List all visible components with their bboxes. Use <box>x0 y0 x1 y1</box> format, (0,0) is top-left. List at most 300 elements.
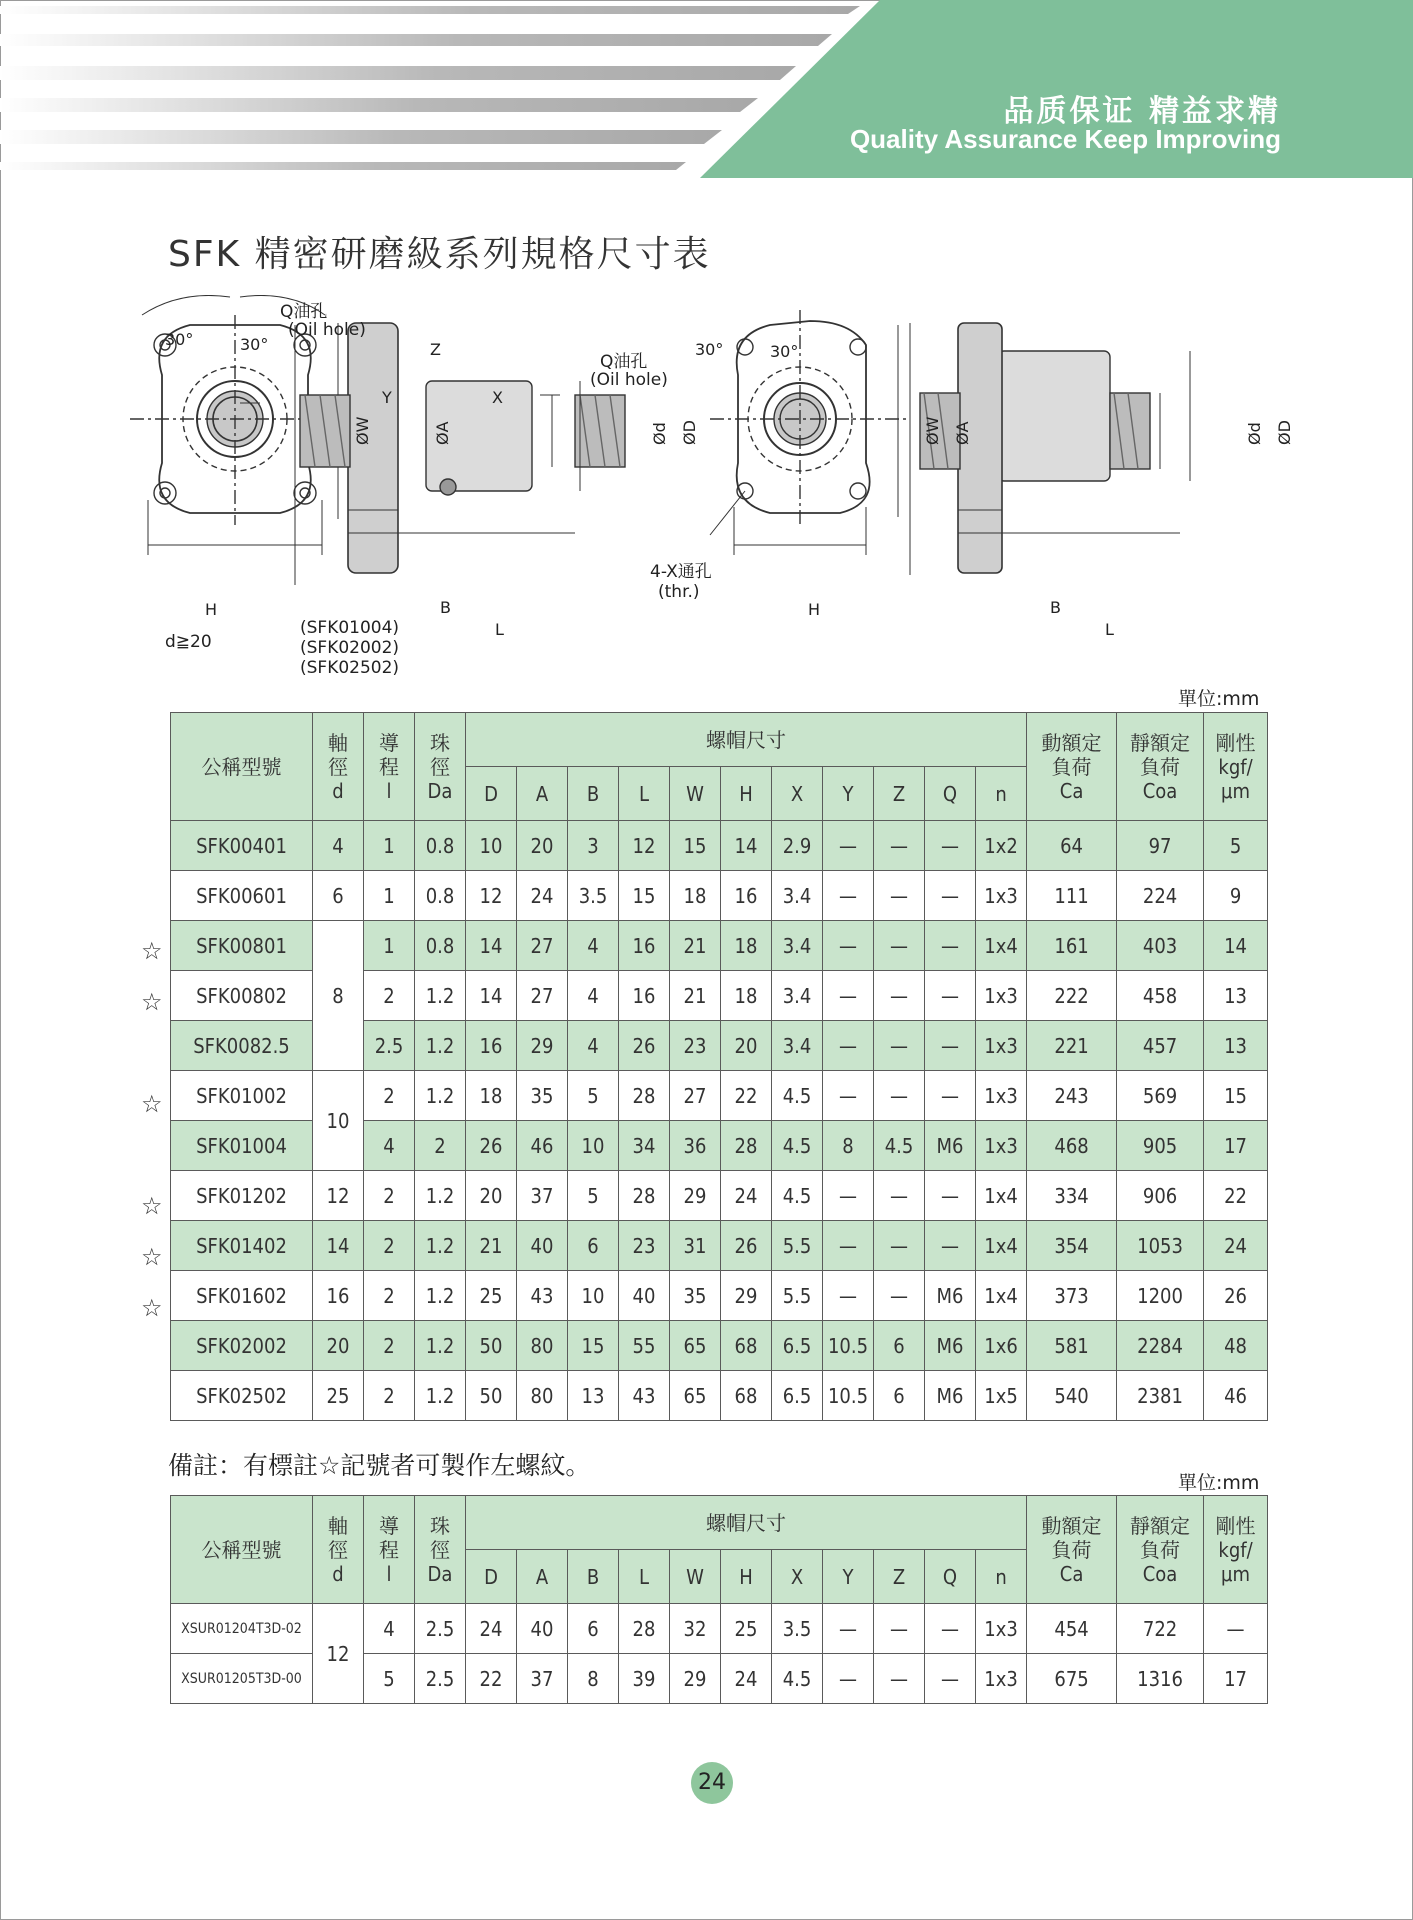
nut-dim-cell: 18 <box>466 1071 517 1121</box>
ca-cell: 373 <box>1027 1271 1117 1321</box>
shaft-dia-cell: 8 <box>313 921 364 1071</box>
ball-dia-cell: 0.8 <box>415 871 466 921</box>
nut-dim-cell: — <box>925 1171 976 1221</box>
nut-dim-cell: — <box>925 1654 976 1704</box>
nut-col-header: L <box>619 767 670 821</box>
nut-dim-cell: 15 <box>670 821 721 871</box>
nut-dim-cell: 15 <box>619 871 670 921</box>
nut-dim-cell: 1x5 <box>976 1371 1027 1421</box>
table-row <box>171 1271 1268 1321</box>
nut-dim-cell: 28 <box>619 1604 670 1654</box>
nut-dim-cell: 43 <box>517 1271 568 1321</box>
nut-dim-cell: 14 <box>721 821 772 871</box>
nut-dim-cell: 29 <box>670 1171 721 1221</box>
rigidity-cell: 26 <box>1204 1271 1268 1321</box>
nut-dim-cell: — <box>823 821 874 871</box>
ca-cell: 161 <box>1027 921 1117 971</box>
nut-dim-cell: 18 <box>670 871 721 921</box>
shaft-dia-cell: 6 <box>313 871 364 921</box>
hdr2-ca: 動額定 負荷 Ca <box>1027 1496 1117 1604</box>
rigidity-cell: 14 <box>1204 921 1268 971</box>
nut-col-header: Z <box>874 767 925 821</box>
nut-col-header: Y <box>823 767 874 821</box>
nut-dim-cell: 20 <box>466 1171 517 1221</box>
nut-dim-cell: — <box>874 1221 925 1271</box>
nut-dim-cell: — <box>925 971 976 1021</box>
lead-cell: 5 <box>364 1654 415 1704</box>
model-cell: SFK01004 <box>171 1121 313 1171</box>
nut-dim-cell: — <box>925 1221 976 1271</box>
nut-dim-cell: — <box>874 921 925 971</box>
models-note-1: (SFK01004) <box>300 618 400 638</box>
nut-dim-cell: 1x4 <box>976 1221 1027 1271</box>
ball-dia-cell: 0.8 <box>415 821 466 871</box>
nut-dim-cell: 80 <box>517 1321 568 1371</box>
nut-dim-cell: 10.5 <box>823 1371 874 1421</box>
nut-dim-cell: 28 <box>721 1121 772 1171</box>
nut-dim-cell: 21 <box>670 921 721 971</box>
hdr-lead: 導 程 l <box>364 713 415 821</box>
nut-dim-cell: 15 <box>568 1321 619 1371</box>
nut-dim-cell: — <box>823 1271 874 1321</box>
lead-cell: 4 <box>364 1604 415 1654</box>
nut-col-header: Y <box>823 1550 874 1604</box>
page-number: 24 <box>691 1762 733 1804</box>
shaft-dia-cell: 10 <box>313 1071 364 1171</box>
coa-cell: 2284 <box>1117 1321 1204 1371</box>
nut-dim-cell: 25 <box>466 1271 517 1321</box>
table-row <box>171 1321 1268 1371</box>
nut-dim-cell: 20 <box>721 1021 772 1071</box>
shaft-dia-cell: 20 <box>313 1321 364 1371</box>
b-label-right: B <box>1050 598 1061 617</box>
l-label-left: L <box>495 620 504 639</box>
hdr-rigidity: 剛性 kgf/ μm <box>1204 713 1268 821</box>
oil-hole-en-left: (Oil hole) <box>288 320 366 340</box>
nut-dim-cell: 37 <box>517 1654 568 1704</box>
nut-dim-cell: 28 <box>619 1171 670 1221</box>
star-sfk00801: ☆ <box>141 937 163 965</box>
ball-dia-cell: 0.8 <box>415 921 466 971</box>
nut-dim-cell: — <box>874 1071 925 1121</box>
nut-dim-cell: 26 <box>619 1021 670 1071</box>
coa-cell: 1053 <box>1117 1221 1204 1271</box>
thr-hole-cn: 4-X通孔 <box>650 562 712 582</box>
nut-dim-cell: 18 <box>721 971 772 1021</box>
nut-dim-cell: 65 <box>670 1371 721 1421</box>
nut-dim-cell: 20 <box>517 821 568 871</box>
nut-dim-cell: M6 <box>925 1121 976 1171</box>
nut-col-header: Q <box>925 767 976 821</box>
nut-dim-cell: 29 <box>517 1021 568 1071</box>
ca-cell: 64 <box>1027 821 1117 871</box>
unit-label-2: 單位:mm <box>1178 1472 1260 1494</box>
ball-dia-cell: 1.2 <box>415 1271 466 1321</box>
ca-cell: 675 <box>1027 1654 1117 1704</box>
nut-dim-cell: 1x4 <box>976 1271 1027 1321</box>
lead-cell: 1 <box>364 921 415 971</box>
nut-dim-cell: 68 <box>721 1371 772 1421</box>
a-label-right: ØA <box>953 421 972 445</box>
left-thread-note: 備註：有標註☆記號者可製作左螺紋。 <box>168 1451 591 1480</box>
nut-dim-cell: 6 <box>874 1321 925 1371</box>
angle-label-right-2: 30° <box>770 342 799 361</box>
rigidity-cell: 5 <box>1204 821 1268 871</box>
nut-dim-cell: 50 <box>466 1371 517 1421</box>
coa-cell: 403 <box>1117 921 1204 971</box>
nut-dim-cell: 4 <box>568 921 619 971</box>
coa-cell: 457 <box>1117 1021 1204 1071</box>
nut-dim-cell: 50 <box>466 1321 517 1371</box>
nut-dim-cell: 29 <box>721 1271 772 1321</box>
d-large-label-right: ØD <box>1275 420 1294 445</box>
coa-cell: 2381 <box>1117 1371 1204 1421</box>
nut-dim-cell: 46 <box>517 1121 568 1171</box>
header-banner <box>0 0 1413 180</box>
nut-dim-cell: 16 <box>466 1021 517 1071</box>
nut-dim-cell: 6.5 <box>772 1371 823 1421</box>
nut-dim-cell: 1x3 <box>976 1071 1027 1121</box>
table-row <box>171 1371 1268 1421</box>
ca-cell: 468 <box>1027 1121 1117 1171</box>
hdr2-coa: 靜額定 負荷 Coa <box>1117 1496 1204 1604</box>
nut-dim-cell: — <box>823 871 874 921</box>
lead-cell: 2.5 <box>364 1021 415 1071</box>
ball-dia-cell: 2 <box>415 1121 466 1171</box>
ca-cell: 243 <box>1027 1071 1117 1121</box>
nut-dim-cell: — <box>925 1071 976 1121</box>
nut-dim-cell: 43 <box>619 1371 670 1421</box>
nut-dim-cell: 80 <box>517 1371 568 1421</box>
nut-dim-cell: M6 <box>925 1371 976 1421</box>
nut-dim-cell: 3.4 <box>772 1021 823 1071</box>
nut-dim-cell: 27 <box>517 921 568 971</box>
table-row <box>171 1221 1268 1271</box>
ca-cell: 111 <box>1027 871 1117 921</box>
coa-cell: 458 <box>1117 971 1204 1021</box>
nut-dim-cell: — <box>874 1021 925 1071</box>
nut-dim-cell: 35 <box>517 1071 568 1121</box>
ca-cell: 581 <box>1027 1321 1117 1371</box>
nut-dim-cell: 18 <box>721 921 772 971</box>
lead-cell: 2 <box>364 971 415 1021</box>
angle-label-right: 30° <box>240 335 269 354</box>
nut-col-header: X <box>772 767 823 821</box>
nut-dim-cell: — <box>874 971 925 1021</box>
rigidity-cell: 24 <box>1204 1221 1268 1271</box>
nut-dim-cell: — <box>925 1021 976 1071</box>
model-cell: SFK01202 <box>171 1171 313 1221</box>
l-label-right: L <box>1105 620 1114 639</box>
nut-dim-cell: 22 <box>721 1071 772 1121</box>
nut-dim-cell: 23 <box>619 1221 670 1271</box>
nut-dim-cell: — <box>925 871 976 921</box>
model-cell: SFK00401 <box>171 821 313 871</box>
nut-dim-cell: 3.4 <box>772 921 823 971</box>
nut-dim-cell: 14 <box>466 971 517 1021</box>
nut-dim-cell: 5.5 <box>772 1271 823 1321</box>
nut-dim-cell: 12 <box>619 821 670 871</box>
nut-dim-cell: 1x3 <box>976 1121 1027 1171</box>
nut-dim-cell: 1x6 <box>976 1321 1027 1371</box>
nut-dim-cell: 6 <box>568 1604 619 1654</box>
nut-dim-cell: 65 <box>670 1321 721 1371</box>
nut-dim-cell: 12 <box>466 871 517 921</box>
table-row <box>171 871 1268 921</box>
side-view-right <box>910 323 1190 575</box>
nut-dim-cell: 10 <box>568 1121 619 1171</box>
nut-dim-cell: 4.5 <box>772 1171 823 1221</box>
shaft-dia-cell: 16 <box>313 1271 364 1321</box>
nut-dim-cell: 21 <box>466 1221 517 1271</box>
nut-dim-cell: 27 <box>670 1071 721 1121</box>
nut-dim-cell: 10 <box>568 1271 619 1321</box>
nut-dim-cell: — <box>874 1654 925 1704</box>
hdr2-shaft: 軸 徑 d <box>313 1496 364 1604</box>
hdr2-lead: 導 程 l <box>364 1496 415 1604</box>
nut-col-header: D <box>466 1550 517 1604</box>
thr-hole-en: (thr.) <box>658 582 700 602</box>
nut-dim-cell: 3.4 <box>772 971 823 1021</box>
nut-dim-cell: 26 <box>721 1221 772 1271</box>
nut-dim-cell: 68 <box>721 1321 772 1371</box>
nut-dim-cell: 24 <box>466 1604 517 1654</box>
table-row <box>171 921 1268 971</box>
ball-dia-cell: 1.2 <box>415 1171 466 1221</box>
nut-dim-cell: 26 <box>466 1121 517 1171</box>
lead-cell: 1 <box>364 871 415 921</box>
table-row <box>171 821 1268 871</box>
nut-dim-cell: 36 <box>670 1121 721 1171</box>
nut-dim-cell: 16 <box>619 971 670 1021</box>
nut-dim-cell: 4 <box>568 1021 619 1071</box>
nut-dim-cell: 1x3 <box>976 1021 1027 1071</box>
ca-cell: 354 <box>1027 1221 1117 1271</box>
hdr-ca: 動額定 負荷 Ca <box>1027 713 1117 821</box>
nut-dim-cell: 40 <box>619 1271 670 1321</box>
nut-dim-cell: 3.5 <box>772 1604 823 1654</box>
nut-dim-cell: — <box>874 1604 925 1654</box>
nut-dim-cell: 13 <box>568 1371 619 1421</box>
nut-dim-cell: 6.5 <box>772 1321 823 1371</box>
nut-dim-cell: M6 <box>925 1321 976 1371</box>
rigidity-cell: 22 <box>1204 1171 1268 1221</box>
hdr-model: 公稱型號 <box>171 713 313 821</box>
d-large-label-left: ØD <box>680 420 699 445</box>
ball-dia-cell: 1.2 <box>415 1321 466 1371</box>
model-cell: SFK02502 <box>171 1371 313 1421</box>
rigidity-cell: 17 <box>1204 1654 1268 1704</box>
nut-dim-cell: 28 <box>619 1071 670 1121</box>
nut-dim-cell: 10 <box>466 821 517 871</box>
nut-dim-cell: 3.5 <box>568 871 619 921</box>
models-note-2: (SFK02002) <box>300 638 400 658</box>
nut-dim-cell: 37 <box>517 1171 568 1221</box>
nut-dim-cell: 5 <box>568 1071 619 1121</box>
ca-cell: 221 <box>1027 1021 1117 1071</box>
rigidity-cell: 48 <box>1204 1321 1268 1371</box>
nut-dim-cell: — <box>925 1604 976 1654</box>
oil-hole-en-mid: (Oil hole) <box>590 370 668 390</box>
h-label-left: H <box>205 600 218 619</box>
rigidity-cell: 17 <box>1204 1121 1268 1171</box>
nut-col-header: H <box>721 1550 772 1604</box>
hdr2-ball: 珠 徑 Da <box>415 1496 466 1604</box>
shaft-dia-cell: 14 <box>313 1221 364 1271</box>
page-title: SFK 精密研磨級系列規格尺寸表 <box>168 234 711 275</box>
nut-dim-cell: 3 <box>568 821 619 871</box>
nut-dim-cell: 40 <box>517 1221 568 1271</box>
models-note-3: (SFK02502) <box>300 658 400 678</box>
hdr-shaft: 軸 徑 d <box>313 713 364 821</box>
hdr2-model: 公稱型號 <box>171 1496 313 1604</box>
b-label-left: B <box>440 598 451 617</box>
lead-cell: 2 <box>364 1271 415 1321</box>
nut-dim-cell: — <box>823 1654 874 1704</box>
lead-cell: 2 <box>364 1071 415 1121</box>
w-label-right: ØW <box>923 416 942 445</box>
angle-label-left-2: 30° <box>695 340 724 359</box>
nut-col-header: B <box>568 767 619 821</box>
nut-dim-cell: 24 <box>517 871 568 921</box>
nut-dim-cell: 16 <box>619 921 670 971</box>
rigidity-cell: 15 <box>1204 1071 1268 1121</box>
nut-dim-cell: — <box>925 921 976 971</box>
nut-dim-cell: 4.5 <box>772 1071 823 1121</box>
ca-cell: 222 <box>1027 971 1117 1021</box>
nut-dim-cell: — <box>823 1221 874 1271</box>
ball-dia-cell: 2.5 <box>415 1654 466 1704</box>
hdr2-rigidity: 剛性 kgf/ μm <box>1204 1496 1268 1604</box>
nut-col-header: X <box>772 1550 823 1604</box>
nut-dim-cell: 4.5 <box>874 1121 925 1171</box>
nut-col-header: D <box>466 767 517 821</box>
d-small-label-right: Ød <box>1245 422 1264 445</box>
nut-col-header: Q <box>925 1550 976 1604</box>
slogan-en: Quality Assurance Keep Improving <box>849 124 1281 154</box>
hdr-coa: 靜額定 負荷 Coa <box>1117 713 1204 821</box>
model-cell: XSUR01204T3D-02 <box>171 1604 313 1654</box>
star-sfk01602: ☆ <box>141 1294 163 1322</box>
nut-dim-cell: 34 <box>619 1121 670 1171</box>
nut-col-header: L <box>619 1550 670 1604</box>
nut-dim-cell: 4.5 <box>772 1654 823 1704</box>
nut-dim-cell: 4 <box>568 971 619 1021</box>
nut-dim-cell: — <box>823 1604 874 1654</box>
nut-col-header: A <box>517 767 568 821</box>
ca-cell: 334 <box>1027 1171 1117 1221</box>
ca-cell: 540 <box>1027 1371 1117 1421</box>
nut-dim-cell: 1x3 <box>976 871 1027 921</box>
nut-dim-cell: 55 <box>619 1321 670 1371</box>
ball-dia-cell: 2.5 <box>415 1604 466 1654</box>
coa-cell: 569 <box>1117 1071 1204 1121</box>
star-sfk01402: ☆ <box>141 1243 163 1271</box>
model-cell: SFK01002 <box>171 1071 313 1121</box>
nut-dim-cell: — <box>823 1021 874 1071</box>
nut-dim-cell: 16 <box>721 871 772 921</box>
nut-dim-cell: — <box>874 1171 925 1221</box>
ball-dia-cell: 1.2 <box>415 1371 466 1421</box>
model-cell: SFK02002 <box>171 1321 313 1371</box>
nut-col-header: W <box>670 767 721 821</box>
ball-dia-cell: 1.2 <box>415 1221 466 1271</box>
lead-cell: 4 <box>364 1121 415 1171</box>
nut-dim-cell: 25 <box>721 1604 772 1654</box>
nut-dim-cell: — <box>874 1271 925 1321</box>
d-small-label-left: Ød <box>650 422 669 445</box>
nut-col-header: Z <box>874 1550 925 1604</box>
nut-dim-cell: 5.5 <box>772 1221 823 1271</box>
y-label: Y <box>382 388 392 407</box>
nut-dim-cell: — <box>925 821 976 871</box>
nut-dim-cell: — <box>823 1071 874 1121</box>
rigidity-cell: 46 <box>1204 1371 1268 1421</box>
nut-col-header: H <box>721 767 772 821</box>
nut-dim-cell: 29 <box>670 1654 721 1704</box>
nut-dim-cell: 6 <box>568 1221 619 1271</box>
nut-dim-cell: 6 <box>874 1371 925 1421</box>
nut-col-header: n <box>976 767 1027 821</box>
nut-dim-cell: M6 <box>925 1271 976 1321</box>
nut-dim-cell: 5 <box>568 1171 619 1221</box>
shaft-dia-cell: 12 <box>313 1171 364 1221</box>
a-label-left: ØA <box>433 421 452 445</box>
model-cell: SFK00801 <box>171 921 313 971</box>
model-cell: SFK01402 <box>171 1221 313 1271</box>
nut-col-header: B <box>568 1550 619 1604</box>
nut-dim-cell: 1x3 <box>976 971 1027 1021</box>
nut-dim-cell: 14 <box>466 921 517 971</box>
lead-cell: 2 <box>364 1171 415 1221</box>
nut-dim-cell: 1x4 <box>976 1171 1027 1221</box>
nut-dim-cell: 4.5 <box>772 1121 823 1171</box>
nut-dim-cell: 23 <box>670 1021 721 1071</box>
coa-cell: 1200 <box>1117 1271 1204 1321</box>
coa-cell: 224 <box>1117 871 1204 921</box>
star-sfk01002: ☆ <box>141 1090 163 1118</box>
lead-cell: 1 <box>364 821 415 871</box>
nut-dim-cell: 21 <box>670 971 721 1021</box>
nut-dim-cell: 8 <box>568 1654 619 1704</box>
d-condition: d≧20 <box>165 632 212 652</box>
spec-table-1 <box>170 712 1268 1421</box>
coa-cell: 722 <box>1117 1604 1204 1654</box>
shaft-dia-cell: 25 <box>313 1371 364 1421</box>
ball-dia-cell: 1.2 <box>415 1071 466 1121</box>
model-cell: XSUR01205T3D-00 <box>171 1654 313 1704</box>
nut-dim-cell: — <box>823 971 874 1021</box>
table-row <box>171 1171 1268 1221</box>
nut-dim-cell: 39 <box>619 1654 670 1704</box>
nut-dim-cell: — <box>823 1171 874 1221</box>
model-cell: SFK00601 <box>171 871 313 921</box>
h-label-right: H <box>808 600 821 619</box>
spec-table-2 <box>170 1495 1268 1704</box>
nut-dim-cell: — <box>823 921 874 971</box>
ball-dia-cell: 1.2 <box>415 1021 466 1071</box>
nut-dim-cell: 10.5 <box>823 1321 874 1371</box>
ca-cell: 454 <box>1027 1604 1117 1654</box>
table-row <box>171 1604 1268 1654</box>
star-sfk00802: ☆ <box>141 988 163 1016</box>
hdr-ball: 珠 徑 Da <box>415 713 466 821</box>
nut-dim-cell: 24 <box>721 1654 772 1704</box>
angle-label-left: 30° <box>165 330 194 349</box>
nut-dim-cell: 1x3 <box>976 1604 1027 1654</box>
nut-dim-cell: 1x2 <box>976 821 1027 871</box>
nut-dim-cell: 31 <box>670 1221 721 1271</box>
